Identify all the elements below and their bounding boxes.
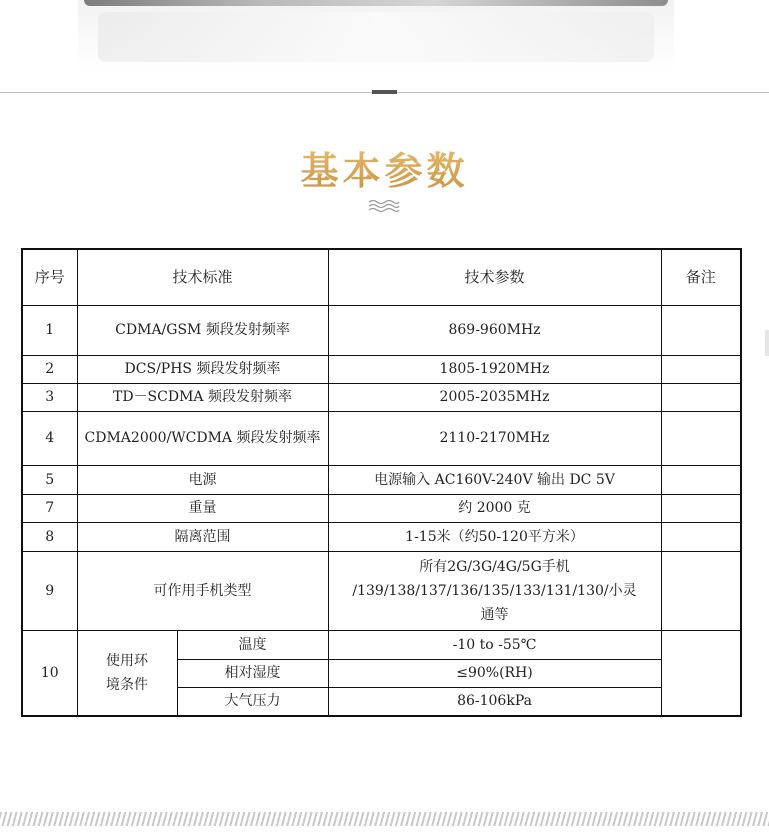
row-index: 5 [22, 465, 77, 494]
row-remark [661, 355, 741, 383]
table-row [22, 411, 741, 465]
env-item-name: 相对湿度 [177, 659, 328, 687]
edge-mark [765, 330, 769, 356]
parameter-line: 通等 [480, 606, 509, 623]
row-standard: 可作用手机类型 [77, 551, 328, 630]
header-parameter: 技术参数 [328, 249, 661, 305]
parameters-table [21, 248, 742, 717]
row-standard: 电源 [77, 465, 328, 494]
row-parameter: 869-960MHz [328, 305, 661, 355]
header-standard: 技术标准 [77, 249, 328, 305]
table-row [22, 522, 741, 551]
table-header-row [22, 249, 741, 305]
env-item-value: -10 to -55℃ [328, 630, 661, 659]
divider-notch [372, 90, 397, 94]
section-title: 基本参数 [0, 140, 769, 195]
row-standard: TD－SCDMA 频段发射频率 [77, 383, 328, 411]
env-item-value: 86-106kPa [328, 687, 661, 716]
row-index: 7 [22, 494, 77, 522]
env-group-label-line: 使用环 [106, 652, 148, 669]
table-row-env [22, 630, 741, 659]
header-remark: 备注 [661, 249, 741, 305]
table-row [22, 355, 741, 383]
product-photo-strip [78, 0, 674, 72]
row-parameter [328, 551, 661, 630]
row-index: 1 [22, 305, 77, 355]
row-standard: 重量 [77, 494, 328, 522]
table-row [22, 305, 741, 355]
row-index: 2 [22, 355, 77, 383]
env-item-name: 温度 [177, 630, 328, 659]
product-edge [84, 0, 668, 6]
env-remark [661, 630, 741, 716]
row-parameter: 1-15米（约50-120平方米） [328, 522, 661, 551]
table-row [22, 494, 741, 522]
row-index: 4 [22, 411, 77, 465]
row-parameter: 2005-2035MHz [328, 383, 661, 411]
env-group-label-line: 境条件 [106, 676, 148, 693]
row-standard: CDMA2000/WCDMA 频段发射频率 [77, 411, 328, 465]
row-remark [661, 522, 741, 551]
parameter-line: /139/138/137/136/135/133/131/130/小灵 [352, 582, 637, 599]
row-parameter: 约 2000 克 [328, 494, 661, 522]
row-remark [661, 465, 741, 494]
bottom-stripe-border [0, 812, 769, 826]
product-sheen [98, 12, 654, 62]
row-parameter: 电源输入 AC160V-240V 输出 DC 5V [328, 465, 661, 494]
row-remark [661, 551, 741, 630]
row-standard: DCS/PHS 频段发射频率 [77, 355, 328, 383]
row-standard: 隔离范围 [77, 522, 328, 551]
table-row [22, 465, 741, 494]
table-row [22, 551, 741, 630]
wave-icon [368, 198, 400, 214]
row-parameter: 1805-1920MHz [328, 355, 661, 383]
row-index: 8 [22, 522, 77, 551]
row-parameter: 2110-2170MHz [328, 411, 661, 465]
env-item-value: ≤90%(RH) [328, 659, 661, 687]
table-row [22, 383, 741, 411]
row-remark [661, 411, 741, 465]
row-remark [661, 305, 741, 355]
header-index: 序号 [22, 249, 77, 305]
env-index: 10 [22, 630, 77, 716]
parameter-line: 所有2G/3G/4G/5G手机 [419, 558, 570, 575]
row-standard: CDMA/GSM 频段发射频率 [77, 305, 328, 355]
row-remark [661, 383, 741, 411]
row-index: 3 [22, 383, 77, 411]
env-group-label [77, 630, 177, 716]
env-item-name: 大气压力 [177, 687, 328, 716]
row-remark [661, 494, 741, 522]
row-index: 9 [22, 551, 77, 630]
